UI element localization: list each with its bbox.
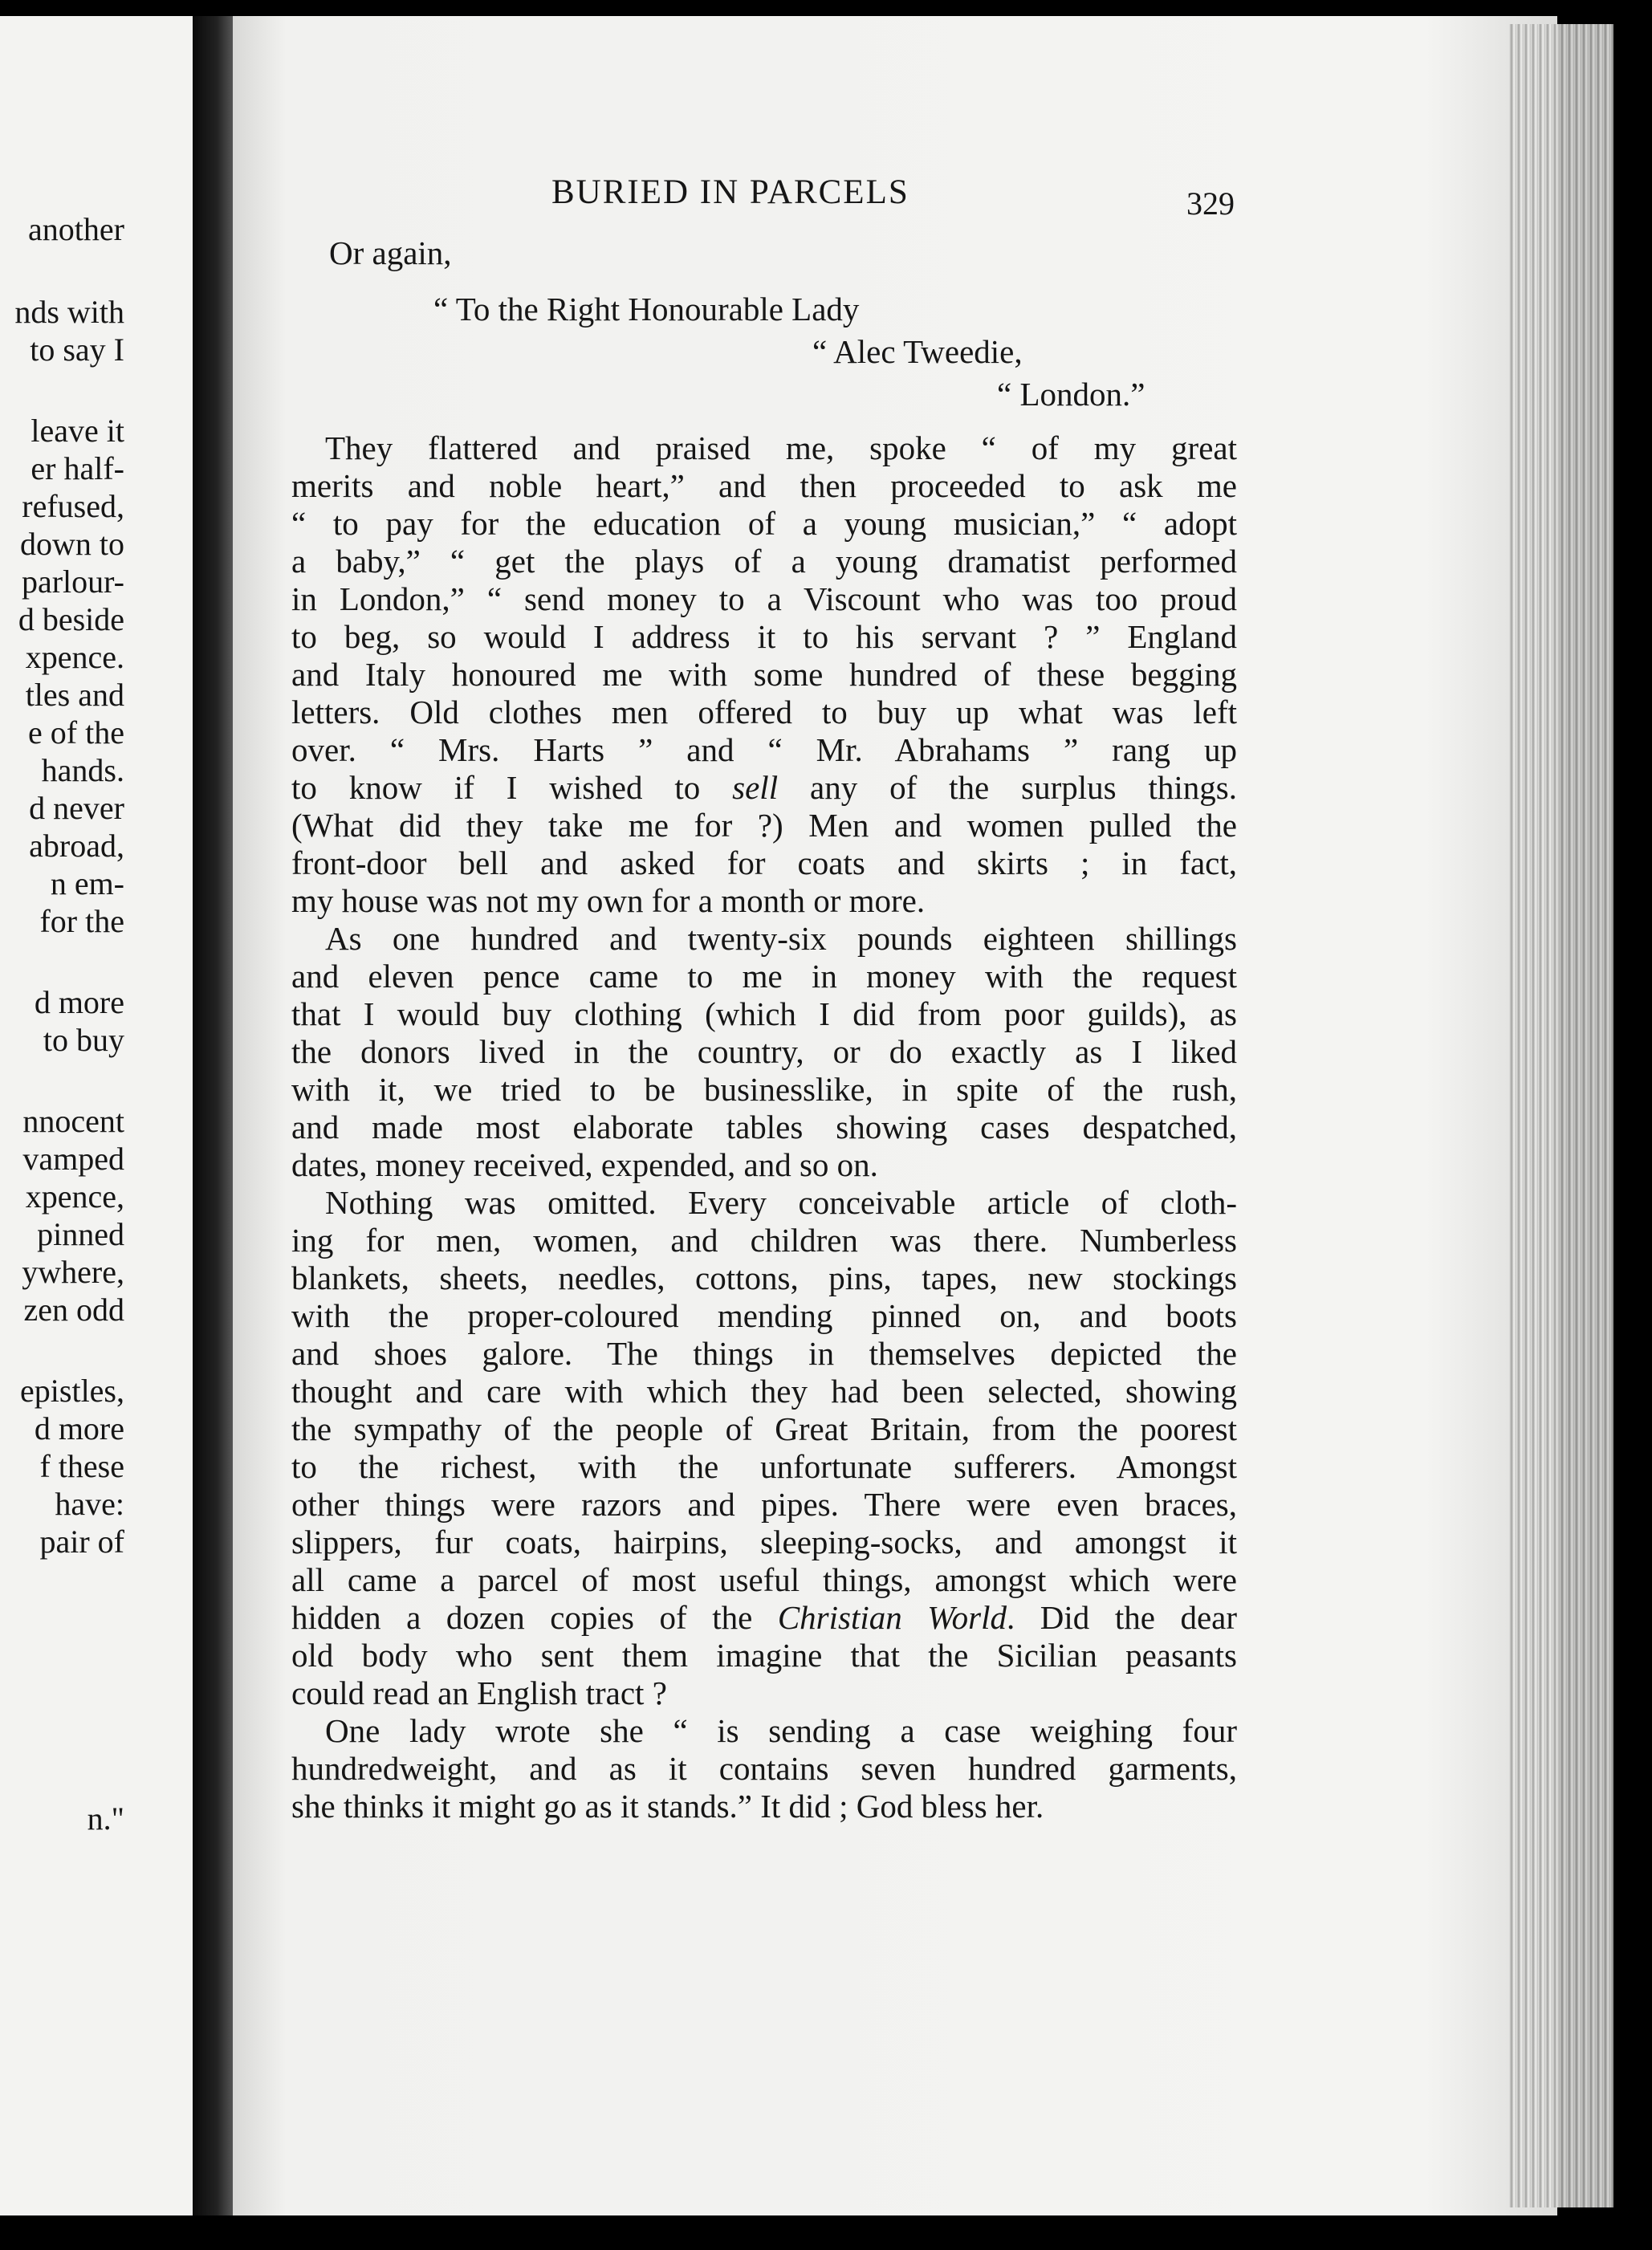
body-line: she thinks it might go as it stands.” It did ; God bless her. [291,1788,1044,1825]
body-line: front-door bell and asked for coats and skirts ; in fact, [291,844,1237,881]
left-page-line: f these [39,1448,124,1484]
body-text [291,429,1237,1825]
intro-line: Or again, [329,234,452,271]
left-page-line: another [28,211,124,247]
left-page-line: epistles, [20,1373,124,1409]
body-line: other things were razors and pipes. There were even braces, [291,1486,1237,1523]
left-page-line: er half- [31,450,124,486]
page-edges [1509,24,1613,2207]
address-line-3: “ London.” [997,376,1145,413]
left-page-line: n." [87,1800,124,1837]
body-line: slippers, fur coats, hairpins, sleeping-socks, and amongst it [291,1524,1237,1560]
left-page-line: d never [29,790,124,826]
left-page-line: tles and [25,677,124,713]
left-page-line: n em- [50,865,124,901]
body-line: hidden a dozen copies of the Christian World. Did the dear [291,1599,1237,1636]
body-line: over. “ Mrs. Harts ” and “ Mr. Abrahams ” rang up [291,731,1237,768]
left-page-line: nds with [14,294,124,330]
body-line: to beg, so would I address it to his servant ? ” England [291,618,1237,655]
body-line: thought and care with which they had been selected, showing [291,1373,1237,1410]
left-page-line: d more [34,984,124,1020]
body-line: dates, money received, expended, and so on. [291,1146,878,1183]
body-line: my house was not my own for a month or more. [291,882,926,919]
page-number: 329 [1186,185,1235,222]
body-line: hundredweight, and as it contains seven hundred garments, [291,1750,1237,1787]
running-header: BURIED IN PARCELS [551,173,909,211]
left-page-line: d more [34,1410,124,1446]
body-line: old body who sent them imagine that the Sicilian peasants [291,1637,1237,1674]
left-page-line: have: [55,1486,124,1522]
body-line: the sympathy of the people of Great Britain, from the poorest [291,1410,1237,1447]
left-page-line: down to [20,526,124,562]
left-page [0,16,193,2215]
body-line: As one hundred and twenty-six pounds eighteen shillings [325,920,1237,957]
body-line: with the proper-coloured mending pinned on, and boots [291,1297,1237,1334]
body-line: to the richest, with the unfortunate sufferers. Amongst [291,1448,1237,1485]
left-page-line: for the [39,903,124,939]
left-page-line: refused, [22,488,124,524]
left-page-line: to say I [30,332,124,368]
left-page-line: ywhere, [22,1254,124,1290]
body-line: that I would buy clothing (which I did from poor guilds), as [291,995,1237,1032]
body-line: ing for men, women, and children was there. Numberless [291,1222,1237,1259]
left-page-line: xpence, [25,1178,124,1215]
left-page-line: nnocent [22,1103,124,1139]
left-page-line: leave it [31,413,124,449]
body-line: Nothing was omitted. Every conceivable article of cloth- [325,1184,1237,1221]
book-gutter [193,16,233,2215]
body-line: with it, we tried to be businesslike, in spite of the rush, [291,1071,1237,1108]
left-page-line: xpence. [25,639,124,675]
body-line: and Italy honoured me with some hundred of these begging [291,656,1237,693]
body-line: blankets, sheets, needles, cottons, pins, tapes, new stockings [291,1259,1237,1296]
body-line: merits and noble heart,” and then proceeded to ask me [291,467,1237,504]
body-line: They flattered and praised me, spoke “ of my great [325,429,1237,466]
left-page-line: to buy [43,1022,124,1058]
body-line: and shoes galore. The things in themselves depicted the [291,1335,1237,1372]
body-line: all came a parcel of most useful things, amongst which were [291,1561,1237,1598]
body-line: in London,” “ send money to a Viscount who was too proud [291,580,1237,617]
body-line: could read an English tract ? [291,1674,667,1711]
left-page-line: vamped [22,1141,124,1177]
left-page-line: hands. [41,752,124,788]
body-line: and eleven pence came to me in money with the request [291,958,1237,995]
left-page-line: e of the [28,714,124,751]
left-page-line: abroad, [29,828,124,864]
body-line: “ to pay for the education of a young musician,” “ adopt [291,505,1237,542]
body-line: (What did they take me for ?) Men and women pulled the [291,807,1237,844]
body-line: the donors lived in the country, or do exactly as I liked [291,1033,1237,1070]
left-page-line: pair of [39,1524,124,1560]
address-line-2: “ Alec Tweedie, [812,333,1023,370]
body-line: letters. Old clothes men offered to buy up what was left [291,694,1237,730]
body-line: a baby,” “ get the plays of a young dramatist performed [291,543,1237,580]
body-line: One lady wrote she “ is sending a case weighing four [325,1712,1237,1749]
left-page-line: zen odd [23,1292,124,1328]
left-page-line: pinned [37,1216,124,1252]
body-line: to know if I wished to sell any of the surplus things. [291,769,1237,806]
address-line-1: “ To the Right Honourable Lady [433,291,860,328]
left-page-line: d beside [18,601,124,637]
left-page-line: parlour- [21,564,124,600]
body-line: and made most elaborate tables showing cases despatched, [291,1109,1237,1145]
